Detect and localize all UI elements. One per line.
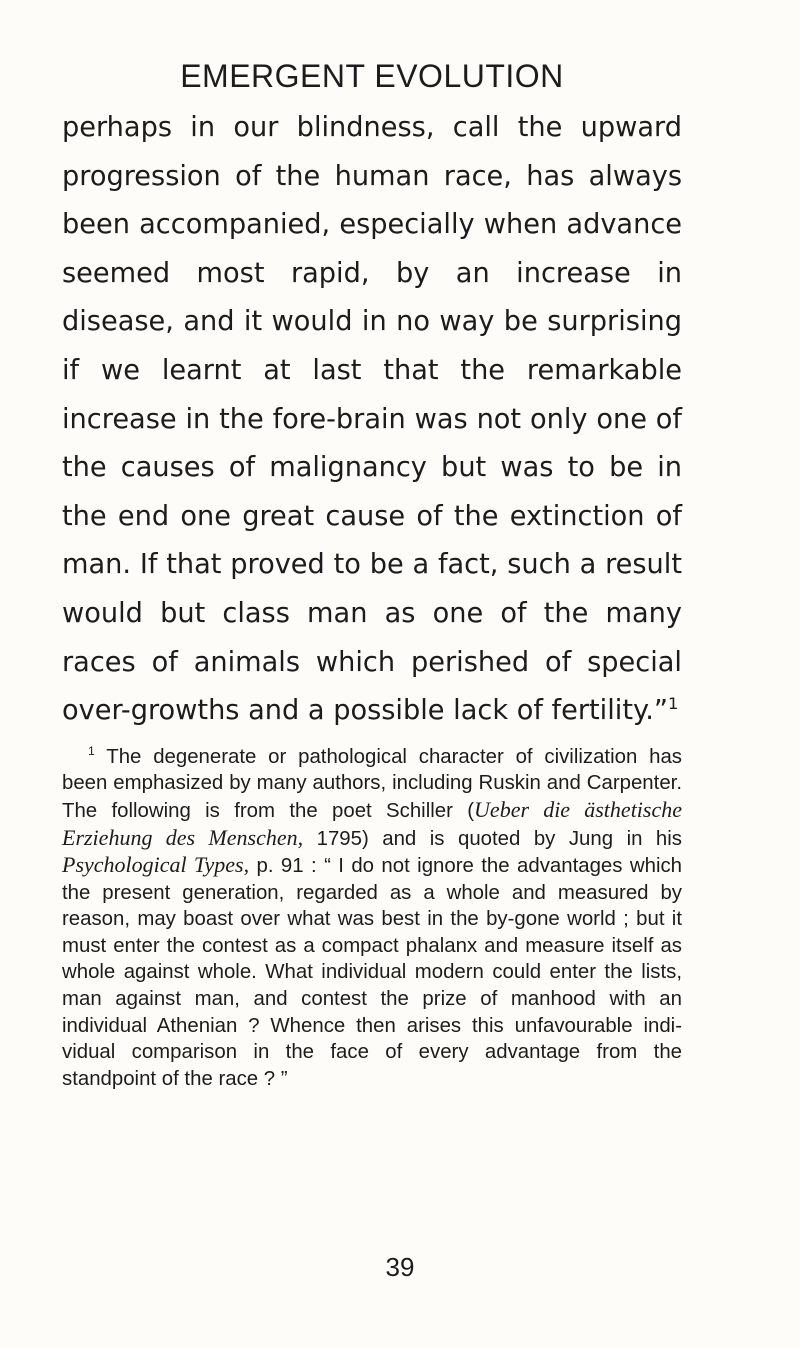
body-paragraph-text: perhaps in our blindness, call the upward progression of the human race, has always been accompanied, especially when advance seemed most rapid, by an increase in disease, and it would in no way be surprising if we learnt at last that the remarkable increase in the fore-brain was not only one of the causes of malignancy but was to be in the end one great cause of the extinction of man. If that proved to be a fact, such a result would but class man as one of the many races of animals which perished of special over-growths and a possible lack of fertility.” [62, 112, 682, 727]
page-number: 39 [385, 1252, 415, 1282]
footnote-text-2: 1795) and is quoted by Jung in his [303, 827, 682, 850]
book-page [62, 44, 682, 1092]
footnote-title-1: Ueber die ästhetische Erziehung des Menschen, [62, 796, 683, 850]
body-paragraph [62, 104, 682, 736]
footnote-title-2: Psychological Types, [62, 852, 250, 878]
footnote [62, 744, 682, 1093]
footnote-marker: 1 [88, 743, 95, 758]
footnote-text-3: p. 91 : “ I do not ignore the advantages which the present generation, regarded as a whole and measured by reason, may boast over what was best in the by-gone world ; but it must enter the contest as a compact phalanx and measure itself as whole against whole. What individual modern could enter the lists, man against man, and contest the prize of manhood with an individual Athenian ? Whence then arises this unfavourable individual comparison in the face of every advantage from the standpoint of the race ? ” [62, 855, 683, 1090]
footnote-reference: 1 [667, 694, 679, 714]
footnote-text-1: The degenerate or pathological character of civilization has been emphasized by many authors, including Ruskin and Carpenter. The following is from the poet Schiller ( [62, 745, 682, 822]
running-head: EMERGENT EVOLUTION [180, 58, 564, 94]
